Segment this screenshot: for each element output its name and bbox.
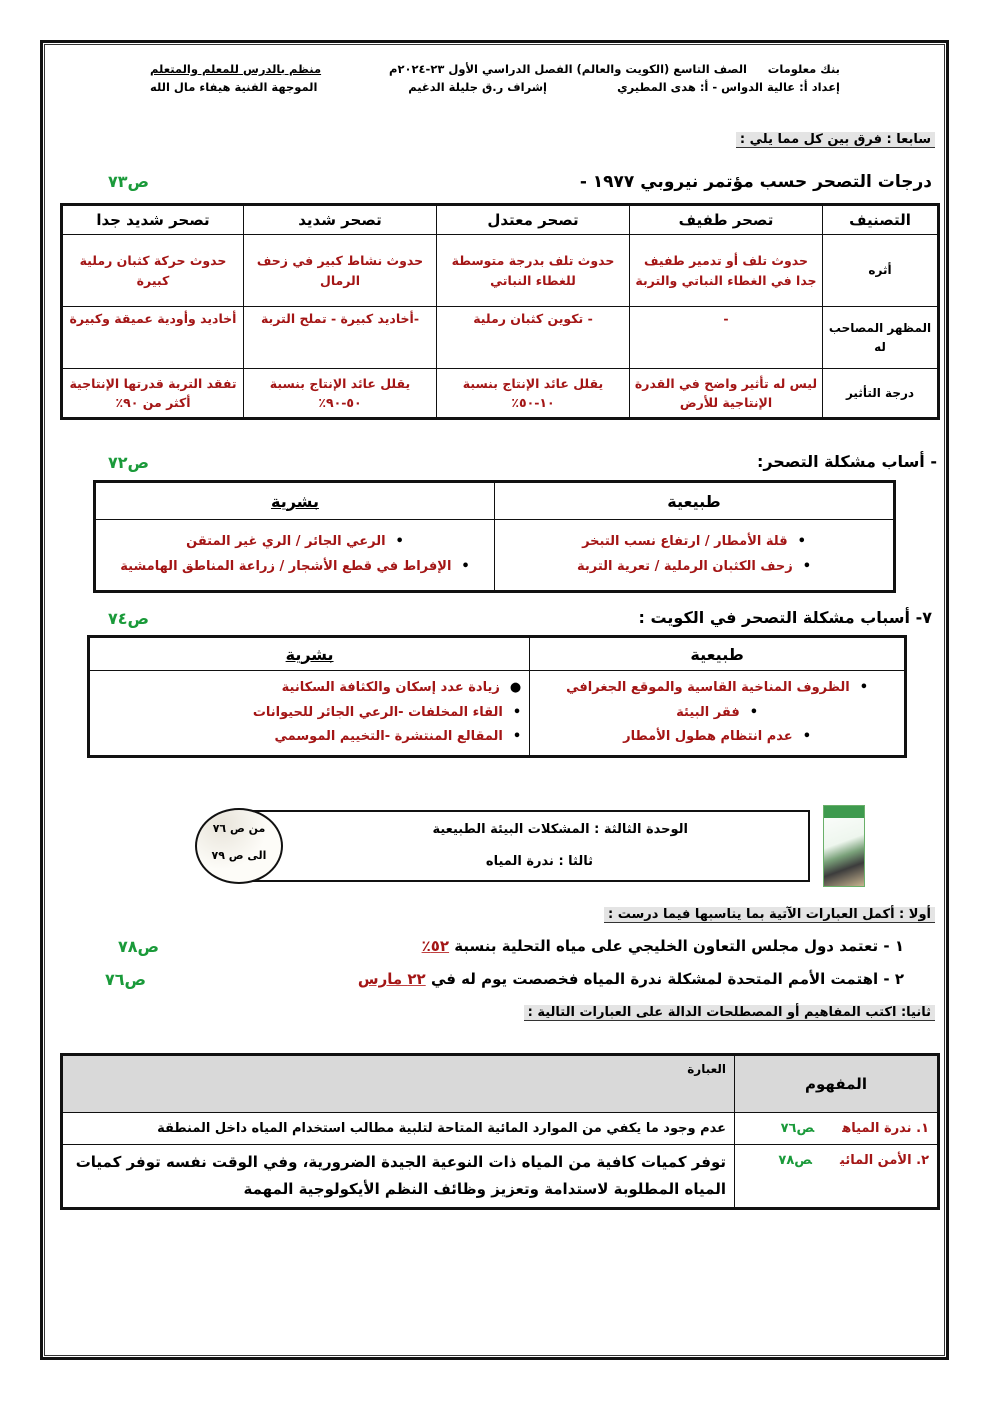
header-natural: طبيعية	[495, 482, 895, 520]
causes-table	[93, 480, 896, 593]
list-item: •الرعي الجائر / الري غير المتقن	[186, 534, 404, 550]
part-one-label: أولا : أكمل العبارات الآتية بما يناسبها فيما درست :	[604, 907, 935, 923]
page-ref: ص٧٦	[105, 970, 147, 989]
concept-cell: ٢. الأمن المائيص٧٨	[735, 1145, 939, 1209]
header-course-info: الصف التاسع (الكويت والعالم) الفصل الدراسي الأول ٢٣-٢٠٢٤م	[389, 62, 747, 76]
table-header-row	[95, 482, 895, 520]
list-item: •المقالع المنتشرة -التخييم الموسمي	[274, 729, 522, 745]
answer: ٥٢٪	[421, 937, 450, 955]
human-causes-cell	[95, 520, 495, 592]
page-range-to: الى ص ٧٩	[211, 849, 267, 862]
page-ref: ص٧٣	[108, 172, 150, 191]
list-item: ●زيادة عدد إسكان والكثافة السكانية	[281, 679, 522, 695]
header-human: بشرية	[89, 637, 530, 671]
table-cell: ليس له تأثير واضح في القدرة الإنتاجية للأرض	[630, 369, 823, 419]
header-concept: المفهوم	[735, 1055, 939, 1113]
human-causes-cell	[89, 671, 530, 757]
completion-item: ٢ - اهتمت الأمم المتحدة لمشكلة ندرة المياه فخصصت يوم له في ٢٢ مارس	[357, 970, 904, 988]
list-item: •زحف الكثبان الرملية / تعرية التربة	[576, 559, 812, 574]
table-cell: أخاديد وأودية عميقة وكبيرة	[62, 307, 244, 369]
row-label: درجة التأثير	[823, 369, 939, 419]
table-row	[62, 1113, 939, 1145]
header-human: بشرية	[95, 482, 495, 520]
causes-title: - أساب مشكلة التصحر:	[756, 452, 937, 471]
unit-title-box	[250, 810, 810, 882]
table-row	[95, 520, 895, 592]
page-ref: ص٧٨	[118, 937, 160, 956]
page-range-badge	[195, 808, 283, 884]
table-row	[62, 1145, 939, 1209]
header-organizer: منظم بالدرس للمعلم والمتعلم	[150, 62, 322, 76]
answer: ٢٢ مارس	[357, 970, 426, 988]
header-moderate: تصحر معتدل	[437, 205, 630, 235]
table-row	[62, 235, 939, 307]
header-supervision: إشراف ر.ق جليلة الدغيم	[408, 80, 547, 94]
header-natural: طبيعية	[530, 637, 906, 671]
header-slight: تصحر طفيف	[630, 205, 823, 235]
page-ref: ص٧٨	[778, 1153, 813, 1169]
table-row	[62, 369, 939, 419]
list-item: •القاء المخلفات -الرعي الجائر للحيوانات	[252, 704, 522, 720]
section-seven-label: سابعا : فرق بين كل مما يلي :	[736, 132, 935, 148]
table-cell: حدوث تلف بدرجة متوسطة للغطاء النباتي	[437, 235, 630, 307]
unit-title: الوحدة الثالثة : المشكلات البيئة الطبيعية	[432, 822, 688, 837]
list-item: •عدم انتظام هطول الأمطار	[623, 729, 812, 745]
completion-item: ١ - تعتمد دول مجلس التعاون الخليجي على مياه التحلية بنسبة ٥٢٪	[421, 937, 904, 955]
page-ref: ص٧٢	[108, 453, 150, 472]
page-range-from: من ص ٧٦	[212, 822, 266, 835]
natural-causes-cell	[530, 671, 906, 757]
natural-causes-cell	[495, 520, 895, 592]
table-cell: -أخاديد كبيرة - تملح التربة	[244, 307, 437, 369]
list-item: •الإفراط في قطع الأشجار / زراعة المناطق الهامشية	[120, 559, 470, 574]
textbook-thumbnail-image	[823, 805, 865, 887]
table-header-row	[89, 637, 906, 671]
list-item: •قلة الأمطار / ارتفاع نسب التبخر	[582, 534, 806, 550]
table-row	[89, 671, 906, 757]
table-cell: حدوث تلف أو تدمير طفيف جدا في الغطاء النباتي والتربة	[630, 235, 823, 307]
row-label: المظهر المصاحب له	[823, 307, 939, 369]
list-item: •الظروف المناخية القاسية والموقع الجغرافي	[566, 679, 869, 695]
table-header-row	[62, 205, 939, 235]
page-ref: ص٧٦	[780, 1121, 815, 1136]
table-row	[62, 307, 939, 369]
header-very-severe: تصحر شديد جدا	[62, 205, 244, 235]
concepts-table	[60, 1053, 940, 1210]
table-cell: حدوث نشاط كبير في زحف الرمال	[244, 235, 437, 307]
desertification-degrees-table	[60, 203, 940, 420]
table-cell: -	[630, 307, 823, 369]
concept-cell: ١. ندرة المياهص٧٦	[735, 1113, 939, 1145]
table-cell: - تكوين كثبان رملية	[437, 307, 630, 369]
header-statement: العبارة	[62, 1055, 735, 1113]
table-cell: تفقد التربة قدرتها الإنتاجية أكثر من ٩٠٪	[62, 369, 244, 419]
header-prepared-by: إعداد أ: عالية الدواس - أ: هدى المطيري	[617, 80, 840, 94]
table-header-row	[62, 1055, 939, 1113]
table-cell: حدوث حركة كثبان رملية كبيرة	[62, 235, 244, 307]
row-label: أثره	[823, 235, 939, 307]
statement-cell: توفر كميات كافية من المياه ذات النوعية الجيدة الضرورية، وفي الوقت نفسه توفر كميات المياه المطلوبة لاستدامة وتعزيز وظائف النظم الأيكولوجية المهمة	[62, 1145, 735, 1209]
kuwait-causes-table	[87, 635, 907, 758]
statement-cell: عدم وجود ما يكفي من الموارد المائية المتاحة لتلبية مطالب استخدام المياه داخل المنطقة	[62, 1113, 735, 1145]
table-cell: يقلل عائد الإنتاج بنسبة ٥٠-٩٠٪	[244, 369, 437, 419]
page-ref: ص٧٤	[108, 609, 150, 628]
part-two-label: ثانيا: اكتب المفاهيم أو المصطلحات الدالة على العبارات التالية :	[524, 1005, 935, 1021]
lesson-title: ثالثا : ندرة المياه	[485, 854, 593, 869]
list-item: •فقر البيئة	[676, 704, 759, 720]
header-classification: التصنيف	[823, 205, 939, 235]
table-cell: يقلل عائد الإنتاج بنسبة ١٠-٥٠٪	[437, 369, 630, 419]
header-bank-label: بنك معلومات	[767, 62, 840, 76]
desertification-degrees-title: درجات التصحر حسب مؤتمر نيروبي ١٩٧٧ -	[579, 172, 932, 192]
header-severe: تصحر شديد	[244, 205, 437, 235]
kuwait-causes-title: ٧- أسباب مشكلة التصحر في الكويت :	[638, 608, 932, 627]
header-supervisor: الموجهة الفنية هيفاء مال الله	[150, 80, 318, 94]
